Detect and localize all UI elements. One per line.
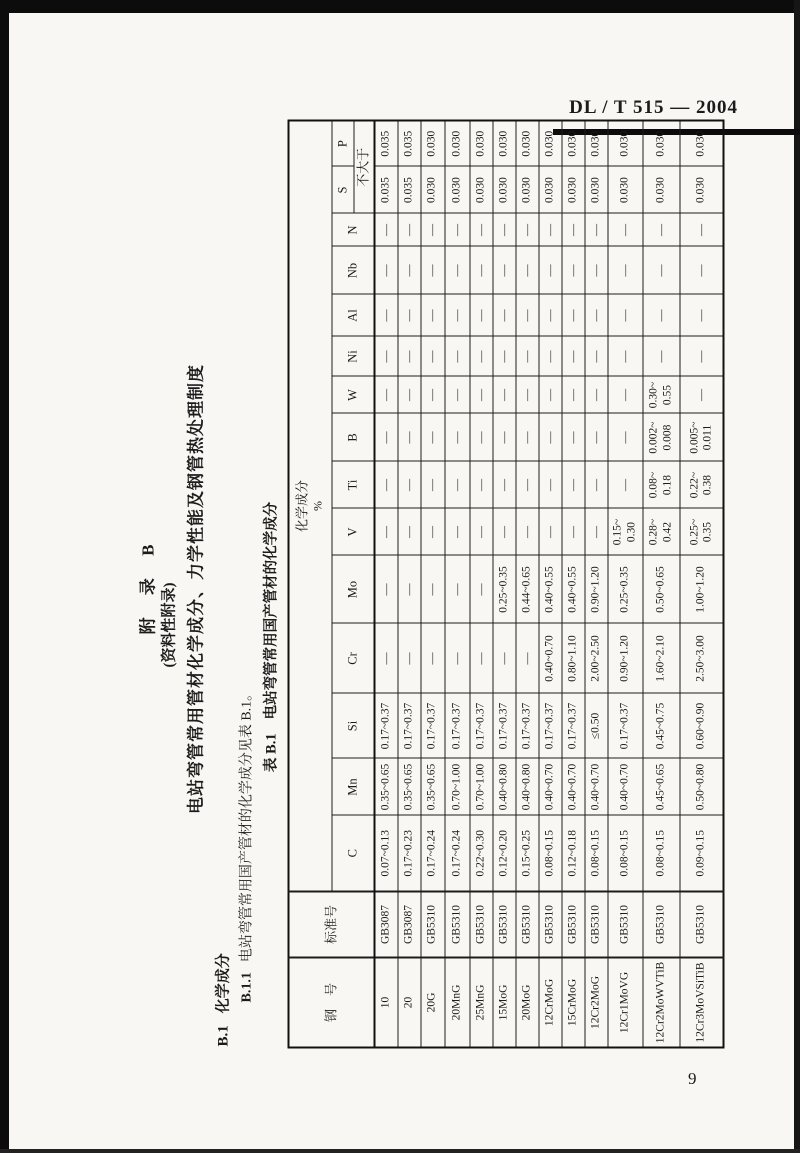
composition-value-cell: 0.08~0.15 (608, 816, 643, 892)
scan-edge-right (794, 0, 800, 1153)
composition-value-cell: — (539, 462, 562, 509)
table-row (643, 120, 680, 1047)
rotated-content (134, 122, 722, 1049)
composition-value-cell: — (585, 337, 608, 377)
composition-value-cell: — (608, 377, 643, 414)
composition-value-cell: — (398, 214, 421, 247)
composition-value-cell: — (562, 247, 585, 295)
scan-edge-bottom (0, 1149, 800, 1153)
scan-edge-left (0, 0, 9, 1153)
header-element-s: S (332, 167, 354, 214)
composition-value-cell: — (398, 556, 421, 624)
composition-value-cell: 0.030 (608, 120, 643, 166)
composition-value-cell: 0.70~1.00 (470, 759, 493, 816)
composition-value-cell: — (493, 509, 516, 556)
composition-value-cell: 0.030 (585, 167, 608, 214)
composition-value-cell: — (585, 295, 608, 337)
composition-value-cell: — (562, 377, 585, 414)
composition-value-cell: 0.030 (539, 120, 562, 166)
composition-value-cell: — (608, 247, 643, 295)
header-element-ni: Ni (332, 337, 375, 377)
composition-value-cell: 0.40~0.80 (516, 759, 539, 816)
composition-value-cell: — (421, 214, 445, 247)
composition-value-cell: — (539, 509, 562, 556)
composition-value-cell: 0.08~0.15 (643, 816, 680, 892)
composition-value-cell: — (445, 509, 470, 556)
header-not-greater-than: 不大于 (354, 120, 375, 213)
composition-value-cell: 0.030 (516, 167, 539, 214)
composition-value-cell: — (470, 556, 493, 624)
composition-value-cell: — (398, 624, 421, 694)
steel-grade-cell: 12Cr2MoG (585, 958, 608, 1048)
composition-value-cell: — (445, 214, 470, 247)
header-steel-grade: 钢 号 (289, 958, 375, 1048)
steel-grade-cell: 20 (398, 958, 421, 1048)
composition-value-cell: — (516, 462, 539, 509)
composition-value-cell: 0.17~0.37 (516, 694, 539, 759)
composition-value-cell: — (445, 624, 470, 694)
composition-value-cell: 0.40~0.80 (493, 759, 516, 816)
composition-value-cell: 0.030 (421, 167, 445, 214)
table-row (493, 120, 516, 1047)
composition-value-cell: 1.00~1.20 (680, 556, 724, 624)
composition-value-cell: — (493, 337, 516, 377)
clause-b11-paragraph (236, 122, 260, 1049)
composition-value-cell: — (493, 214, 516, 247)
composition-value-cell: — (516, 247, 539, 295)
table-row (608, 120, 643, 1047)
composition-value-cell: — (421, 556, 445, 624)
header-element-mn: Mn (332, 759, 375, 816)
standard-number-cell: GB3087 (398, 892, 421, 958)
composition-value-cell: 0.45~0.75 (643, 694, 680, 759)
composition-value-cell: 0.17~0.37 (421, 694, 445, 759)
header-chem-label: 化学成分 (294, 479, 310, 532)
composition-value-cell: — (562, 462, 585, 509)
header-element-nb: Nb (332, 247, 375, 295)
composition-value-cell: 0.50~0.65 (643, 556, 680, 624)
composition-value-cell: 0.035 (398, 120, 421, 166)
composition-value-cell: — (562, 295, 585, 337)
steel-grade-cell: 12Cr2MoWVTiB (643, 958, 680, 1048)
header-element-al: Al (332, 295, 375, 337)
composition-value-cell: — (680, 337, 724, 377)
composition-value-cell: — (421, 247, 445, 295)
composition-value-cell: — (398, 295, 421, 337)
standard-number-cell: GB5310 (470, 892, 493, 958)
table-row (421, 120, 445, 1047)
standard-number-cell: GB5310 (493, 892, 516, 958)
composition-value-cell: 0.035 (375, 120, 398, 166)
steel-grade-cell: 15MoG (493, 958, 516, 1048)
composition-value-cell: 0.17~0.37 (493, 694, 516, 759)
composition-value-cell: — (585, 214, 608, 247)
composition-value-cell: 0.40~0.55 (562, 556, 585, 624)
composition-value-cell: — (680, 377, 724, 414)
composition-value-cell: — (470, 247, 493, 295)
composition-value-cell: 0.35~0.65 (398, 759, 421, 816)
composition-value-cell: 0.35~0.65 (421, 759, 445, 816)
composition-value-cell: 0.17~0.37 (562, 694, 585, 759)
table-row (375, 120, 398, 1047)
composition-value-cell: — (375, 556, 398, 624)
composition-value-cell: — (493, 247, 516, 295)
composition-value-cell: — (398, 414, 421, 462)
composition-value-cell: 0.40~0.70 (585, 759, 608, 816)
composition-value-cell: — (562, 509, 585, 556)
composition-value-cell: — (421, 462, 445, 509)
composition-value-cell: 0.17~0.24 (445, 816, 470, 892)
standard-number-cell: GB5310 (445, 892, 470, 958)
steel-grade-cell: 12Cr1MoVG (608, 958, 643, 1048)
composition-value-cell: — (562, 214, 585, 247)
composition-value-cell: 0.28~ 0.42 (643, 509, 680, 556)
composition-value-cell: — (608, 337, 643, 377)
header-standard-number: 标准号 (289, 892, 375, 958)
composition-value-cell: — (421, 377, 445, 414)
composition-value-cell: 0.40~0.70 (562, 759, 585, 816)
standard-number-cell: GB5310 (585, 892, 608, 958)
table-row (680, 120, 724, 1047)
header-element-p: P (332, 120, 354, 166)
steel-grade-cell: 15CrMoG (562, 958, 585, 1048)
appendix-title: 附 录 B (138, 535, 158, 635)
composition-value-cell: — (375, 377, 398, 414)
standard-number-cell: GB5310 (516, 892, 539, 958)
composition-value-cell: 0.09~0.15 (680, 816, 724, 892)
composition-value-cell: 0.15~ 0.30 (608, 509, 643, 556)
composition-value-cell: — (398, 509, 421, 556)
composition-value-cell: — (421, 509, 445, 556)
composition-value-cell: — (470, 462, 493, 509)
header-element-w: W (332, 377, 375, 414)
composition-value-cell: — (398, 377, 421, 414)
composition-value-cell: — (562, 414, 585, 462)
composition-value-cell: 0.15~0.25 (516, 816, 539, 892)
composition-value-cell: — (680, 247, 724, 295)
steel-grade-cell: 10 (375, 958, 398, 1048)
composition-value-cell: 0.030 (680, 167, 724, 214)
composition-value-cell: — (470, 214, 493, 247)
appendix-subtitle: (资料性附录) (161, 582, 178, 668)
steel-grade-cell: 20MoG (516, 958, 539, 1048)
composition-value-cell: 0.17~0.37 (398, 694, 421, 759)
composition-value-cell: 0.25~0.35 (493, 556, 516, 624)
header-element-cr: Cr (332, 624, 375, 694)
composition-value-cell: 0.90~1.20 (585, 556, 608, 624)
composition-value-cell: 0.035 (398, 167, 421, 214)
clause-b1-title: 化学成分 (215, 953, 232, 1014)
composition-value-cell: — (375, 509, 398, 556)
composition-value-cell: — (421, 414, 445, 462)
steel-grade-cell: 12CrMoG (539, 958, 562, 1048)
composition-value-cell: 0.030 (562, 120, 585, 166)
composition-value-cell: 0.30~ 0.55 (643, 377, 680, 414)
steel-grade-cell: 12Cr3MoVSiTiB (680, 958, 724, 1048)
document-number-header: DL / T 515 — 2004 (569, 97, 738, 118)
composition-value-cell: — (375, 337, 398, 377)
table-row (539, 120, 562, 1047)
composition-value-cell: 0.40~0.70 (539, 759, 562, 816)
composition-value-cell: — (539, 337, 562, 377)
composition-value-cell: — (608, 462, 643, 509)
composition-value-cell: 0.030 (470, 167, 493, 214)
table-row (585, 120, 608, 1047)
composition-value-cell: — (375, 247, 398, 295)
composition-value-cell: 0.22~ 0.38 (680, 462, 724, 509)
steel-grade-cell: 20MnG (445, 958, 470, 1048)
composition-value-cell: — (375, 295, 398, 337)
composition-value-cell: — (421, 624, 445, 694)
composition-value-cell: 0.17~0.37 (375, 694, 398, 759)
composition-value-cell: 0.030 (643, 120, 680, 166)
composition-value-cell: — (398, 337, 421, 377)
composition-value-cell: 0.08~ 0.18 (643, 462, 680, 509)
composition-value-cell: — (680, 295, 724, 337)
composition-value-cell: — (470, 377, 493, 414)
header-element-b: B (332, 414, 375, 462)
composition-value-cell: — (539, 247, 562, 295)
composition-value-cell: ≤0.50 (585, 694, 608, 759)
header-element-mo: Mo (332, 556, 375, 624)
composition-value-cell: — (516, 509, 539, 556)
composition-value-cell: 0.07~0.13 (375, 816, 398, 892)
composition-value-cell: — (608, 214, 643, 247)
composition-value-cell: — (470, 414, 493, 462)
clause-b11-text: 电站弯管常用国产管材的化学成分见表 B.1。 (239, 686, 255, 963)
composition-value-cell: — (470, 337, 493, 377)
composition-value-cell: 0.80~1.10 (562, 624, 585, 694)
composition-value-cell: — (643, 337, 680, 377)
composition-value-cell: 0.40~0.70 (539, 624, 562, 694)
standard-number-cell: GB5310 (421, 892, 445, 958)
composition-value-cell: 0.40~0.70 (608, 759, 643, 816)
composition-value-cell: 2.50~3.00 (680, 624, 724, 694)
composition-value-cell: — (516, 414, 539, 462)
composition-value-cell: — (470, 295, 493, 337)
table-caption-number: 表 B.1 (263, 733, 280, 773)
composition-value-cell: — (643, 295, 680, 337)
clause-b1-heading (212, 122, 236, 1049)
composition-value-cell: — (421, 295, 445, 337)
composition-value-cell: — (680, 214, 724, 247)
composition-value-cell: — (445, 337, 470, 377)
composition-value-cell: — (643, 214, 680, 247)
composition-value-cell: — (585, 509, 608, 556)
composition-value-cell: 0.17~0.37 (608, 694, 643, 759)
composition-value-cell: 0.35~0.65 (375, 759, 398, 816)
header-chemical-composition (289, 120, 332, 891)
composition-value-cell: 0.030 (643, 167, 680, 214)
composition-value-cell: 0.030 (539, 167, 562, 214)
composition-value-cell: 0.030 (680, 120, 724, 166)
composition-value-cell: — (608, 414, 643, 462)
composition-value-cell: — (445, 295, 470, 337)
composition-value-cell: 0.90~1.20 (608, 624, 643, 694)
composition-value-cell: — (493, 295, 516, 337)
composition-value-cell: — (539, 214, 562, 247)
composition-value-cell: — (375, 414, 398, 462)
composition-value-cell: 0.17~0.24 (421, 816, 445, 892)
composition-value-cell: 0.030 (470, 120, 493, 166)
composition-value-cell: 0.44~0.65 (516, 556, 539, 624)
composition-value-cell: 0.70~1.00 (445, 759, 470, 816)
composition-value-cell: — (375, 462, 398, 509)
composition-value-cell: — (375, 624, 398, 694)
composition-value-cell: — (493, 624, 516, 694)
composition-value-cell: — (445, 462, 470, 509)
composition-value-cell: — (398, 462, 421, 509)
composition-value-cell: — (493, 462, 516, 509)
composition-value-cell: — (445, 414, 470, 462)
table-row (516, 120, 539, 1047)
composition-value-cell: — (516, 214, 539, 247)
table-caption (260, 174, 288, 1101)
composition-value-cell: 0.030 (421, 120, 445, 166)
composition-value-cell: — (585, 247, 608, 295)
page-number: 9 (688, 1069, 697, 1088)
composition-value-cell: — (516, 624, 539, 694)
composition-value-cell: 0.50~0.80 (680, 759, 724, 816)
composition-value-cell: 0.60~0.90 (680, 694, 724, 759)
header-element-c: C (332, 816, 375, 892)
composition-value-cell: — (562, 337, 585, 377)
composition-value-cell: — (516, 295, 539, 337)
composition-value-cell: — (445, 556, 470, 624)
composition-value-cell: 0.17~0.37 (470, 694, 493, 759)
composition-value-cell: — (643, 247, 680, 295)
header-element-si: Si (332, 694, 375, 759)
standard-number-cell: GB3087 (375, 892, 398, 958)
composition-value-cell: — (445, 247, 470, 295)
composition-value-cell: — (539, 414, 562, 462)
table-caption-text: 电站弯管常用国产管材的化学成分 (263, 501, 280, 720)
composition-value-cell: — (375, 214, 398, 247)
composition-value-cell: — (608, 295, 643, 337)
composition-value-cell: 0.005~ 0.011 (680, 414, 724, 462)
composition-value-cell: 0.002~ 0.008 (643, 414, 680, 462)
composition-value-cell: 0.17~0.37 (445, 694, 470, 759)
composition-value-cell: — (445, 377, 470, 414)
composition-value-cell: 2.00~2.50 (585, 624, 608, 694)
table-row (470, 120, 493, 1047)
composition-value-cell: 0.17~0.37 (539, 694, 562, 759)
composition-value-cell: 0.08~0.15 (585, 816, 608, 892)
chemical-composition-table (288, 119, 725, 1048)
composition-value-cell: — (493, 377, 516, 414)
composition-value-cell: — (585, 462, 608, 509)
table-body (375, 120, 724, 1047)
composition-value-cell: — (585, 414, 608, 462)
composition-value-cell: 0.030 (585, 120, 608, 166)
composition-value-cell: 0.030 (608, 167, 643, 214)
composition-value-cell: 0.035 (375, 167, 398, 214)
clause-b1-number: B.1 (215, 1025, 232, 1047)
composition-value-cell: 0.25~ 0.35 (680, 509, 724, 556)
table-row (562, 120, 585, 1047)
composition-value-cell: — (421, 337, 445, 377)
composition-value-cell: 0.030 (493, 167, 516, 214)
composition-value-cell: 0.12~0.20 (493, 816, 516, 892)
composition-value-cell: 0.40~0.55 (539, 556, 562, 624)
composition-value-cell: 0.12~0.18 (562, 816, 585, 892)
composition-value-cell: 0.030 (516, 120, 539, 166)
standard-number-cell: GB5310 (562, 892, 585, 958)
scan-edge-top (0, 0, 800, 13)
composition-value-cell: — (398, 247, 421, 295)
composition-value-cell: 0.08~0.15 (539, 816, 562, 892)
composition-value-cell: 0.22~0.30 (470, 816, 493, 892)
standard-number-cell: GB5310 (680, 892, 724, 958)
table-row (445, 120, 470, 1047)
steel-grade-cell: 20G (421, 958, 445, 1048)
composition-value-cell: — (470, 624, 493, 694)
composition-value-cell: — (516, 377, 539, 414)
composition-value-cell: — (493, 414, 516, 462)
composition-value-cell: — (470, 509, 493, 556)
header-element-v: V (332, 509, 375, 556)
table-row (398, 120, 421, 1047)
standard-number-cell: GB5310 (643, 892, 680, 958)
composition-value-cell: 0.030 (445, 120, 470, 166)
composition-value-cell: 0.45~0.65 (643, 759, 680, 816)
header-element-n: N (332, 214, 375, 247)
composition-value-cell: — (585, 377, 608, 414)
composition-value-cell: — (539, 377, 562, 414)
composition-value-cell: — (516, 337, 539, 377)
appendix-heading: 电站弯管常用管材化学成分、力学性能及钢管热处理制度 (186, 364, 206, 814)
header-element-ti: Ti (332, 462, 375, 509)
standard-number-cell: GB5310 (608, 892, 643, 958)
composition-value-cell: 1.60~2.10 (643, 624, 680, 694)
standard-number-cell: GB5310 (539, 892, 562, 958)
composition-value-cell: 0.25~0.35 (608, 556, 643, 624)
composition-value-cell: 0.030 (562, 167, 585, 214)
composition-value-cell: 0.030 (445, 167, 470, 214)
composition-value-cell: 0.17~0.23 (398, 816, 421, 892)
header-chem-unit: % (310, 500, 325, 511)
steel-grade-cell: 25MnG (470, 958, 493, 1048)
composition-value-cell: 0.030 (493, 120, 516, 166)
composition-value-cell: — (539, 295, 562, 337)
clause-b11-number: B.1.1 (239, 972, 255, 1003)
